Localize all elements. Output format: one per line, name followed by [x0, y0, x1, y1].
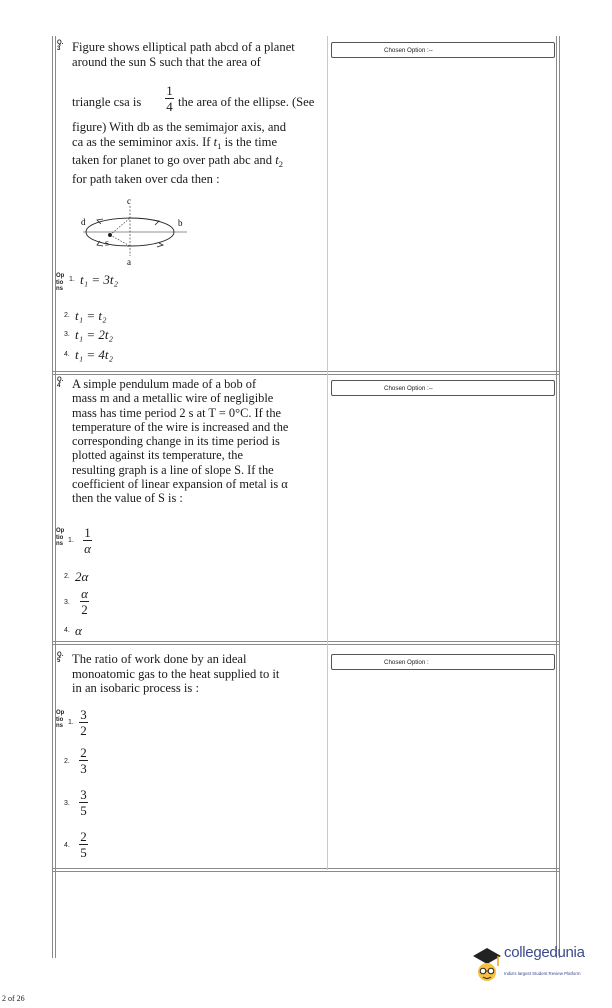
- question-number: Q. 4: [57, 377, 64, 389]
- line-sc: [110, 218, 130, 235]
- divider-q5-next: [52, 868, 560, 869]
- label-s: S: [105, 240, 109, 248]
- divider-q3-q4: [52, 371, 560, 372]
- chosen-option-box[interactable]: Chosen Option :--: [331, 42, 555, 58]
- arrow-top-right: [153, 220, 159, 225]
- brand-name: collegedunia: [504, 944, 585, 961]
- frame-right-inner: [556, 36, 557, 958]
- options-label: Op tio ns: [56, 273, 65, 292]
- page-number: 2 of 26: [2, 994, 25, 1003]
- label-a: a: [127, 257, 131, 266]
- fraction-line: triangle csa is 1 4 the area of the ellipse. (See: [72, 83, 315, 114]
- fraction-one-quarter: 1 4: [166, 83, 173, 114]
- line-sa: [110, 235, 130, 246]
- frame-left-inner: [55, 36, 56, 958]
- label-c: c: [127, 196, 131, 206]
- options-label: Op tio ns: [56, 528, 65, 547]
- divider-q5-next-b: [52, 871, 560, 872]
- frame-right: [559, 36, 560, 958]
- chosen-option-box[interactable]: Chosen Option :: [331, 654, 555, 670]
- label-b: b: [178, 218, 183, 228]
- collegedunia-logo: [470, 944, 610, 984]
- question-text: Figure shows elliptical path abcd of a planet around the sun S such that the area of: [72, 40, 295, 69]
- divider-q4-q5-b: [52, 644, 560, 645]
- sun-dot: [108, 233, 112, 237]
- frame-left: [52, 36, 53, 958]
- divider-q4-q5: [52, 641, 560, 642]
- question-text: A simple pendulum made of a bob of mass m and a metallic wire of negligible mass has time period 2 s at T = 0°C. If the temperature of the wire is increased and the corresponding change in its time period is plotted against its temperature, the resulting graph is a line of slope S. If the coefficient of linear expansion of metal is α then the value of S is :: [72, 377, 289, 506]
- question-number: Q. 5: [57, 652, 64, 664]
- label-d: d: [81, 217, 86, 227]
- question-text-cont: figure) With db as the semimajor axis, and ca as the semiminor axis. If $t_1$ is the time taken for planet to go over path abc and $t_2$ for path taken over cda then :: [72, 120, 287, 186]
- col-divider: [327, 36, 328, 870]
- ellipse-orbit-diagram: [75, 196, 195, 266]
- arrow-bottom-right: [157, 243, 163, 247]
- brand-tagline: India's largest Student Review Platform: [504, 971, 581, 976]
- question-number: Q. 3: [57, 40, 64, 52]
- graduate-logo-icon: [470, 944, 502, 984]
- question-text: The ratio of work done by an ideal monoatomic gas to the heat supplied to it in an isobaric process is :: [72, 652, 280, 695]
- divider-q3-q4-b: [52, 374, 560, 375]
- options-label: Op tio ns: [56, 710, 65, 729]
- chosen-option-box[interactable]: Chosen Option :--: [331, 380, 555, 396]
